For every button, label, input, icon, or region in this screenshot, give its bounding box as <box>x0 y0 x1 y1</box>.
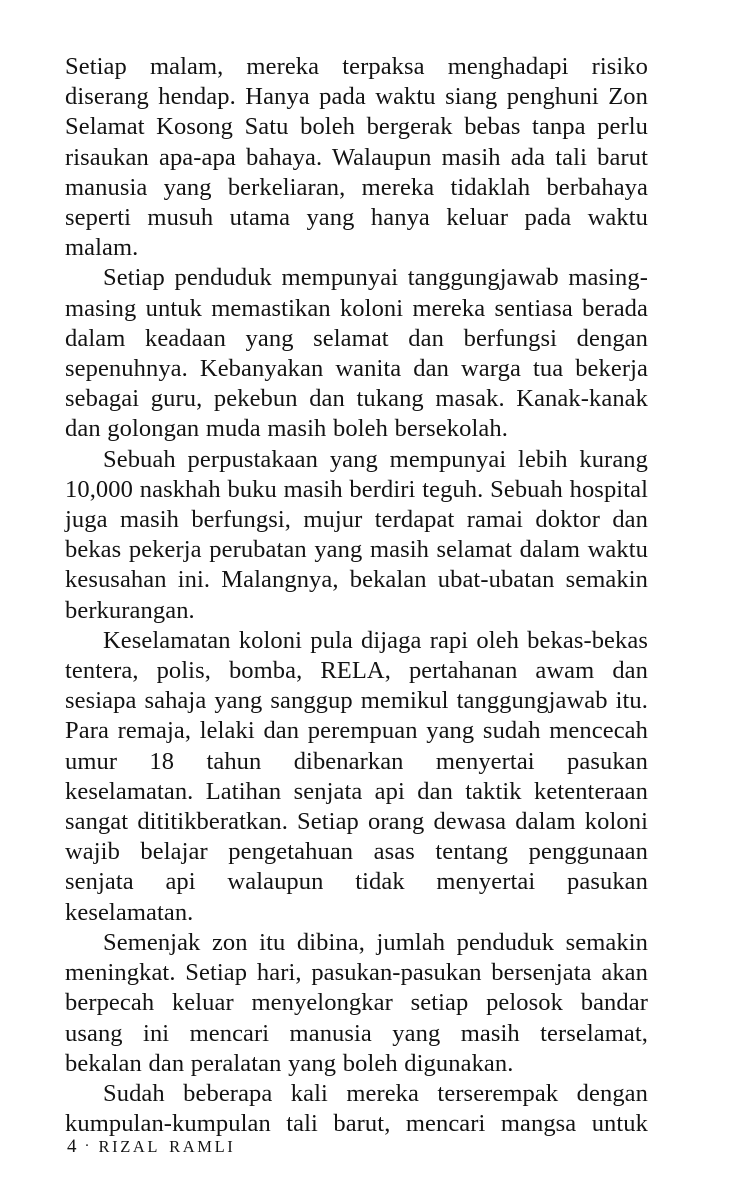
footer-author-name: RIZAL RAMLI <box>98 1137 236 1156</box>
paragraph: Semenjak zon itu dibina, jumlah penduduk semakin meningkat. Setiap hari, pasukan-pasukan bersenjata akan berpecah keluar menyelongkar setiap pelosok bandar usang ini mencari manusia yang masih terselamat, bekalan dan peralatan yang boleh digunakan. <box>65 928 648 1077</box>
paragraph: Keselamatan koloni pula dijaga rapi oleh bekas-bekas tentera, polis, bomba, RELA, pertahanan awam dan sesiapa sahaja yang sanggup memikul tanggungjawab itu. Para remaja, lelaki dan perempuan yang sudah mencecah umur 18 tahun dibenarkan menyertai pasukan keselamatan. Latihan senjata api dan taktik ketenteraan sangat dititikberatkan. Setiap orang dewasa dalam koloni wajib belajar pengetahuan asas tentang penggunaan senjata api walaupun tidak menyertai pasukan keselamatan. <box>65 626 648 926</box>
paragraph: Setiap malam, mereka terpaksa menghadapi risiko diserang hendap. Hanya pada waktu siang penghuni Zon Selamat Kosong Satu boleh bergerak bebas tanpa perlu risaukan apa-apa bahaya. Walaupun masih ada tali barut manusia yang berkeliaran, mereka tidaklah berbahaya seperti musuh utama yang hanya keluar pada waktu malam. <box>65 53 648 262</box>
footer-separator-icon: · <box>84 1138 90 1154</box>
paragraph: Setiap penduduk mempunyai tanggungjawab masing-masing untuk memastikan koloni mereka sentiasa berada dalam keadaan yang selamat dan berfungsi dengan sepenuhnya. Kebanyakan wanita dan warga tua bekerja sebagai guru, pekebun dan tukang masak. Kanak-kanak dan golongan muda masih boleh bersekolah. <box>65 264 648 443</box>
page-number: 4 <box>67 1136 78 1157</box>
paragraph: Sebuah perpustakaan yang mempunyai lebih kurang 10,000 naskhah buku masih berdiri teguh. Sebuah hospital juga masih berfungsi, mujur terdapat ramai doktor dan bekas pekerja perubatan yang masih selamat dalam waktu kesusahan ini. Malangnya, bekalan ubat-ubatan semakin berkurangan. <box>65 445 648 624</box>
body-text-column <box>65 52 648 1139</box>
paragraph: Sudah beberapa kali mereka terserempak dengan kumpulan-kumpulan tali barut, mencari mangsa untuk <box>65 1079 648 1138</box>
running-foot <box>67 1136 235 1158</box>
